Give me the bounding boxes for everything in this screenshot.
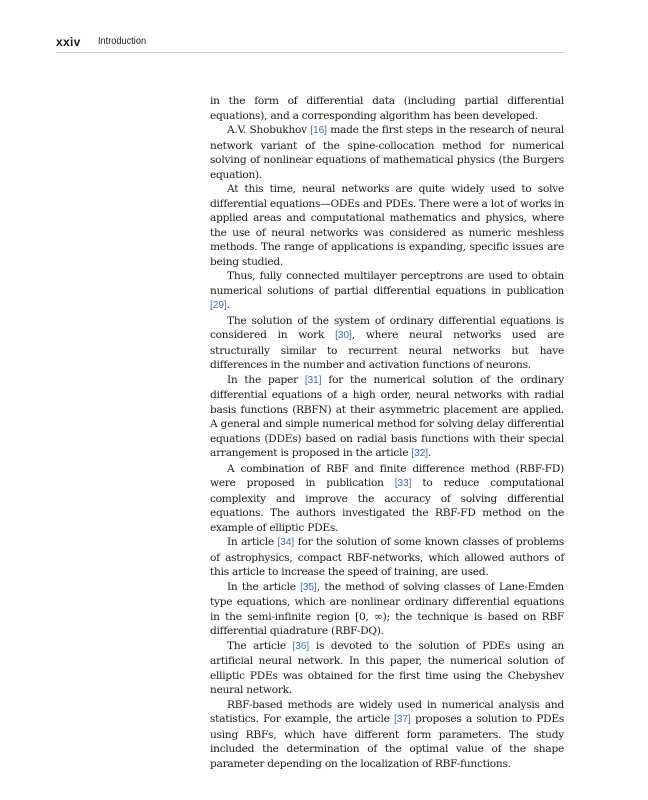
paragraph-text: In article (227, 536, 278, 548)
citation-link[interactable]: [33] (394, 478, 412, 489)
citation-link[interactable]: [35] (300, 581, 317, 593)
paragraph (210, 535, 564, 580)
paragraph-text: The solution of the system of ordinary differential equations is considered in work (210, 314, 564, 341)
citation-link[interactable]: [29] (210, 300, 227, 311)
paragraph-text: The article (227, 639, 293, 652)
paragraph-text: proposes a solution to PDEs using RBFs, which have different form parameters. The study included the determination of the optimal value of the shape parameter depending on the localization of RBF-functions. (210, 713, 565, 770)
citation-link[interactable]: [31] (304, 374, 322, 386)
paragraph-text: RBF-based methods are widely used in numerical analysis and statistics. For example, the article (210, 698, 564, 725)
paragraph-text: At this time, neural networks are quite widely used to solve differential equations—ODEs and PDEs. There were a lot of works in applied areas and computational mathematics and physics, where the use of neural networks was considered as numeric meshless methods. The range of applications is expanding, specific issues are being studied. (210, 183, 564, 268)
paragraph-text: In the article (227, 580, 301, 593)
page-number: xxiv (56, 35, 81, 49)
running-head (56, 35, 564, 53)
paragraph-text: , the method of solving classes of Lane-Emden type equations, which are nonlinear ordinary differential equations in the semi-infinite region [0, ∞); the technique is based on RBF differential quadrature (RBF-DQ). (210, 580, 565, 637)
citation-link[interactable]: [37] (394, 714, 411, 725)
paragraph (210, 182, 564, 269)
paragraph-text: A combination of RBF and finite difference method (RBF-FD) were proposed in publication (210, 462, 564, 489)
paragraph (210, 373, 564, 462)
citation-link[interactable]: [36] (292, 640, 310, 652)
paragraph (210, 462, 564, 536)
paragraph-text: . (226, 299, 230, 311)
paragraph-text: , where neural networks used are structurally similar to recurrent neural networks but have differences in the number and activation functions of neurons. (210, 329, 564, 371)
paragraph (210, 639, 564, 698)
citation-link[interactable]: [16] (310, 125, 327, 136)
body-text (210, 94, 564, 771)
paragraph (210, 314, 564, 373)
citation-link[interactable]: [34] (277, 537, 295, 548)
paragraph-text: for the numerical solution of the ordinary differential equations of a high order, neural networks with radial basis functions (RBFN) at their asymmetric placement are applied. A general and simple numerical method for solving delay differential equations (DDEs) based on radial basis functions with their special arrangement is proposed in the article (210, 373, 565, 459)
paragraph (210, 123, 564, 182)
paragraph (210, 580, 564, 639)
paragraph (210, 94, 564, 123)
paragraph-text: made the first steps in the research of neural network variant of the spine-collocation method for numerical solving of nonlinear equations of mathematical physics (the Burgers equation). (210, 124, 564, 181)
citation-link[interactable]: [30] (335, 330, 352, 341)
paragraph-text: for the solution of some known classes of problems of astrophysics, compact RBF-networks, which allowed authors of this article to increase the speed of training, are used. (210, 536, 564, 578)
paragraph-text: A.V. Shobukhov (227, 124, 311, 136)
paragraph-text: is devoted to the solution of PDEs using an artificial neural network. In this paper, the numerical solution of elliptic PDEs was obtained for the first time using the Chebyshev neural network. (210, 639, 564, 696)
paragraph (210, 269, 564, 314)
paragraph-text: In the paper (227, 373, 305, 386)
paragraph (210, 698, 564, 772)
paragraph-text: Thus, fully connected multilayer perceptrons are used to obtain numerical solutions of partial differential equations in publication (210, 270, 564, 297)
paragraph-text: . (428, 447, 432, 459)
paragraph-text: in the form of differential data (including partial differential equations), and a corresponding algorithm has been developed. (210, 95, 564, 122)
citation-link[interactable]: [32] (411, 448, 429, 459)
paragraph-text: to reduce computational complexity and improve the accuracy of solving differential equations. The authors investigated the RBF-FD method on the example of elliptic PDEs. (210, 477, 565, 534)
running-title: Introduction (98, 36, 147, 47)
